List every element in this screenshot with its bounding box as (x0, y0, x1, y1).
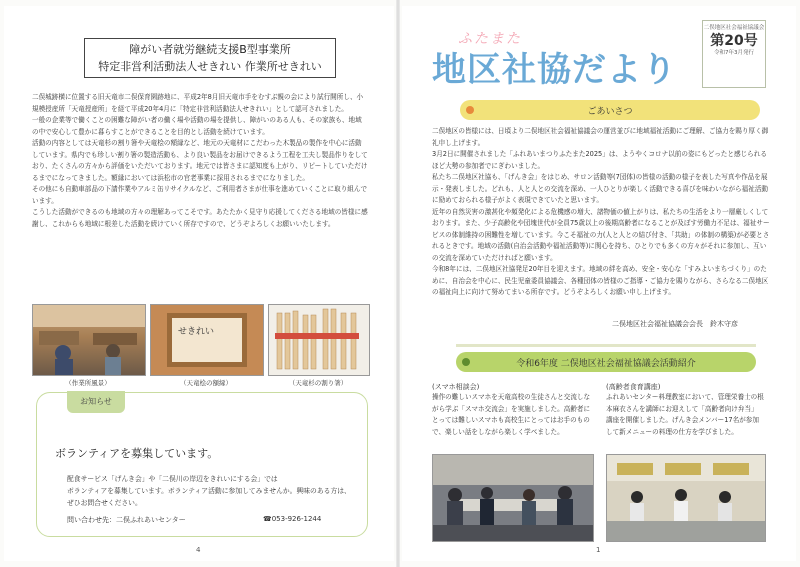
chopsticks-photo (268, 304, 370, 376)
left-page (4, 6, 394, 561)
right-page (402, 6, 796, 561)
page-number-left: 4 (196, 546, 201, 554)
notice-body: 配食サービス「げんき会」や「二俣川の岸辺をきれいにする会」では ボランティアを募集しています。ボランティア活動に参加してみませんか。興味のある方は、ぜひお問合せください。 (67, 475, 351, 507)
notice-contact: 問い合わせ先：二俣ふれあいセンター (67, 516, 186, 524)
greeting-title: ごあいさつ (587, 107, 633, 117)
wooden-frame (167, 313, 247, 367)
workshop-photo (32, 304, 146, 376)
smartphone-session-photo (432, 454, 594, 542)
issue-number: 第20号 (710, 33, 758, 49)
page-gutter (396, 0, 400, 567)
greeting-body: 二俣地区の皆様には、日頃より二俣地区社会福祉協議会の運営並びに地域福祉活動にご理解、ご協力を賜り厚く御礼申し上げます。 3月2日に開催されました「ふれあいまつりふたまた2025」は、ようやくコロナ以前の姿にもどったと感じられるほど大勢の参加者でにぎわいました。 私たち二俣地区社協も、「げんき会」をはじめ、サロン活動等(7団体)の皆様の活動の様子を表した写真や作品を展示・発表しました。どれも、人と人との交流を深め、一人ひとりが楽しく活動できる喜びを味わいながら福祉活動に励めておられる様子がよく表現できていたと思います。 近年の自然災害の激甚化や頻発化による危機感の増大、諸物価の値上がりは、私たちの生活をより一層厳しくしております。また、少子高齢化や団塊世代が全員75歳以上の後期高齢者になることが及ぼす労働力不足は、福祉サービスの体制維持の困難性を増しています。今こそ福祉の力(人と人との結び付き、「共助」の体制の構築)が必要とされるときです。地域の活動(自治会活動や福祉活動等)に関心を持ち、ひとりでも多くの方々がそれに参加し、互いの交流を深めていただければと願います。 今和8年には、二俣地区社協発足20年目を迎えます。地域の絆を高め、安全・安心な「すみよいまちづくり」のために、自治会を中心に、民生児童委員協議会、各種団体の皆様のご指導・ご協力を賜りながら、さらなる二俣地区の福祉向上に向けて努めてまいる所存です。どうぞよろしくお願い申し上げます。 (432, 127, 770, 296)
workshop-scene-graphic (33, 305, 145, 375)
volunteer-notice (36, 392, 368, 537)
notice-tab: お知らせ (67, 391, 125, 413)
section-divider (456, 344, 756, 347)
frame-label: せきれい (178, 327, 215, 337)
facility-header-line2: 特定非営利活動法人せきれい 作業所せきれい (98, 60, 322, 73)
smartphone-session-graphic (433, 455, 593, 541)
greeting-signature: 二俣地区社会福祉協議会会長 鈴木守彦 (612, 320, 738, 328)
notice-title: ボランティアを募集しています。 (55, 447, 219, 460)
issue-date: 令和7年3月発行 (714, 50, 754, 56)
activity-body-smartphone: 操作の難しいスマホを天竜高校の生徒さんと交流しながら学ぶ「スマホ交流会」を実施しました。高齢者にとっては難しいスマホも高校生にとってはお手のもので、楽しい話をしながら楽しく学べました。 (432, 393, 591, 436)
caption-frame: （天竜桧の額縁） (180, 379, 232, 387)
activity-heading-smartphone: (スマホ相談会) (432, 383, 480, 391)
caption-workshop: （作業所風景） (65, 379, 111, 387)
notice-phone: ☎053-926-1244 (263, 515, 322, 523)
activity-heading-cooking: (高齢者食育講座) (606, 383, 661, 391)
newsletter-masthead: 地区社協だより (432, 50, 677, 90)
facility-header (84, 38, 336, 78)
cooking-class-photo (606, 454, 766, 542)
frame-photo (150, 304, 264, 376)
issue-badge (702, 20, 766, 88)
newsletter-subtitle: ふたまた (458, 31, 522, 47)
activity-body-cooking: ふれあいセンター料理教室において、管理栄養士の根本麻衣さんを講師にお迎えして「高齢者向け弁当」講座を開催しました。げんき会メンバー17名が参加して新メニューの料理の仕方を学びました。 (606, 393, 764, 436)
page-number-right: 1 (596, 546, 601, 554)
caption-chopsticks: （天竜杉の割り箸） (288, 379, 348, 387)
chopsticks-graphic (269, 305, 369, 375)
facility-body-text: 二俣城跡横に位置する旧天竜市二俣保育園跡地に、平成2年8月旧天竜市手をむすぶ親の会により試行開所し、小規模授産所「天竜授産所」を経て平成20年4月に「特定非営利活動法人せきれい」として認可されました。 一般の企業等で働くことの困難な障がい者の働く場や活動の場を提供し、障がいのある人も、その家族も、地域の中で安心して豊かに暮らすことができることを目的とし活動を続けています。 活動の内容としては天竜杉の割り箸や天竜桧の額縁など、地元の天竜材にこだわった木製品の製作を中心に活動しています。県内でも珍しい割り箸の製造活動も、より良い製品をお届けできるよう工程を工夫し製品作りをしており、たくさんの方々から評価をいただいております。地元では皆さまに認知度も上がり、リピートしていただけるまでになってきました。額縁においては浜松市の官老事業に採用されるまでになりました。 その他にも自動車部品の下請作業やアルミ缶リサイクルなど、ご利用者さまが仕事を進めていくことに取り組んでいます。 こうした活動ができるのも地域の方々の理解あってこそです。あたたかく見守り応援してくださる地域の皆様に感謝し、これからも地域に根差した活動を続けていく所存ですので、どうぞよろしくお願いいたします。 (32, 93, 368, 228)
activity-title: 令和6年度 二俣地区社会福祉協議会活動紹介 (516, 359, 696, 369)
cooking-class-graphic (607, 455, 765, 541)
issue-org: 二俣地区社会福祉協議会 (703, 25, 765, 31)
facility-header-line1: 障がい者就労継続支援B型事業所 (129, 43, 291, 56)
